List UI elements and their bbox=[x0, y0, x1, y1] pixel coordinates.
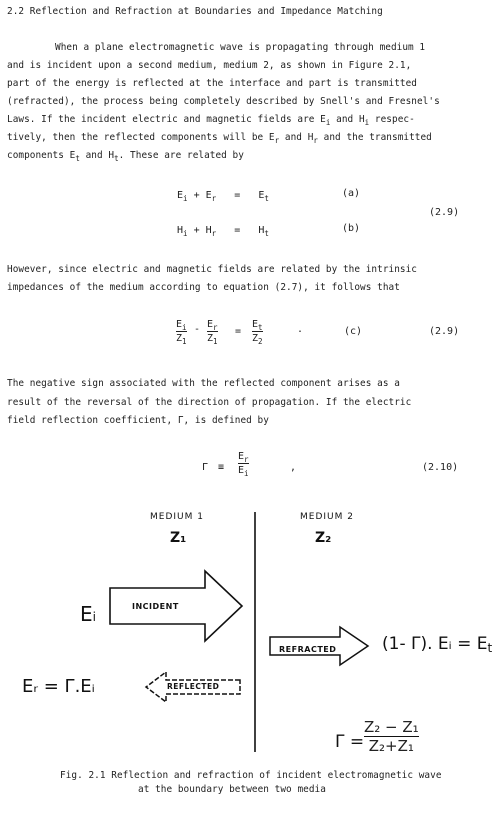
para1-line2: and is incident upon a second medium, medium 2, as shown in Figure 2.1, bbox=[7, 60, 412, 71]
reflected-equation: Eᵣ = Γ.Eᵢ bbox=[22, 676, 95, 697]
gamma-handwritten: Γ = bbox=[335, 732, 365, 752]
text: and the transmitted bbox=[317, 132, 432, 143]
equation-c-label: (c) bbox=[344, 326, 363, 337]
comma: , bbox=[290, 462, 297, 473]
text: and H bbox=[79, 150, 115, 161]
text: respec- bbox=[369, 114, 415, 125]
numerator: $E_r$ bbox=[207, 319, 218, 332]
transmitted-equation: (1- Γ). Eᵢ = Et bbox=[382, 634, 493, 655]
symbol: E bbox=[205, 190, 212, 201]
symbol: H bbox=[258, 225, 265, 236]
denominator: $Z_2$ bbox=[252, 333, 263, 346]
symbol: E bbox=[258, 190, 265, 201]
subscript: t bbox=[264, 194, 269, 203]
operator: + bbox=[193, 190, 200, 201]
para1-line1: When a plane electromagnetic wave is propagating through medium 1 bbox=[55, 42, 426, 53]
subscript: r bbox=[274, 136, 280, 145]
para3-line3: field reflection coefficient, Γ, is defined by bbox=[7, 415, 269, 426]
text: Laws. If the incident electric and magnetic fields are E bbox=[7, 114, 326, 125]
denominator: $Z_1$ bbox=[207, 333, 218, 346]
minus-sign: - bbox=[194, 324, 201, 335]
denominator: Z₂+Z₁ bbox=[368, 737, 414, 755]
denominator: $Z_1$ bbox=[176, 333, 187, 346]
symbol: H bbox=[205, 225, 212, 236]
subscript: t bbox=[114, 154, 119, 163]
subscript: r bbox=[313, 136, 318, 145]
subscript: t bbox=[75, 154, 80, 163]
incident-label: INCIDENT bbox=[132, 602, 179, 611]
caption-line2: at the boundary between two media bbox=[138, 784, 326, 795]
gamma-symbol: Γ bbox=[202, 462, 209, 473]
numerator: $E_t$ bbox=[252, 319, 263, 332]
text: and H bbox=[330, 114, 365, 125]
text: and H bbox=[279, 132, 314, 143]
symbol: H bbox=[177, 225, 184, 236]
operator: = bbox=[234, 225, 241, 236]
subscript: i bbox=[183, 194, 188, 203]
para2-line1: However, since electric and magnetic fields are related by the intrinsic bbox=[7, 264, 417, 275]
para3-line2: result of the reversal of the direction of propagation. If the electric bbox=[7, 397, 412, 408]
denominator: $E_i$ bbox=[238, 465, 249, 478]
subscript: i bbox=[325, 118, 331, 127]
ei-label: Ei bbox=[80, 602, 96, 626]
medium2-label: MEDIUM 2 bbox=[300, 512, 354, 522]
z1-label: Z₁ bbox=[170, 530, 187, 546]
text: . These are related by bbox=[118, 150, 244, 161]
symbol: E bbox=[177, 190, 184, 201]
equation-number-2-9-c: (2.9) bbox=[429, 326, 460, 337]
numerator: Z₂ − Z₁ bbox=[364, 718, 419, 736]
subscript: i bbox=[183, 229, 188, 238]
numerator: $E_r$ bbox=[238, 451, 249, 464]
identity-sign: ≡ bbox=[218, 462, 225, 473]
equation-number-2-9: (2.9) bbox=[429, 207, 460, 218]
para1-line3: part of the energy is reflected at the interface and part is transmitted bbox=[7, 78, 417, 89]
subscript: r bbox=[211, 229, 217, 238]
subscript: r bbox=[211, 194, 217, 203]
subscript: i bbox=[364, 118, 370, 127]
subscript: t bbox=[264, 229, 269, 238]
para3-line1: The negative sign associated with the reflected component arises as a bbox=[7, 378, 400, 389]
gamma-handwritten-fraction bbox=[364, 718, 419, 755]
operator: = bbox=[234, 190, 241, 201]
period: . bbox=[297, 324, 304, 335]
para2-line2: impedances of the medium according to equation (2.7), it follows that bbox=[7, 282, 400, 293]
numerator: $E_i$ bbox=[176, 319, 187, 332]
equation-a-label: (a) bbox=[342, 188, 361, 199]
refracted-label: REFRACTED bbox=[279, 645, 337, 654]
text: components E bbox=[7, 150, 76, 161]
section-heading: 2.2 Reflection and Refraction at Boundaries and Impedance Matching bbox=[7, 6, 383, 17]
medium1-label: MEDIUM 1 bbox=[150, 512, 204, 522]
caption-line1: Fig. 2.1 Reflection and refraction of incident electromagnetic wave bbox=[60, 770, 442, 781]
equation-b-label: (b) bbox=[342, 223, 361, 234]
z2-label: Z₂ bbox=[315, 530, 332, 546]
para1-line4: (refracted), the process being completely described by Snell's and Fresnel's bbox=[7, 96, 440, 107]
reflected-label: REFLECTED bbox=[167, 682, 220, 691]
operator: + bbox=[193, 225, 200, 236]
text: tively, then the reflected components will be E bbox=[7, 132, 275, 143]
equation-number-2-10: (2.10) bbox=[422, 462, 459, 473]
equals-sign: = bbox=[235, 326, 242, 337]
